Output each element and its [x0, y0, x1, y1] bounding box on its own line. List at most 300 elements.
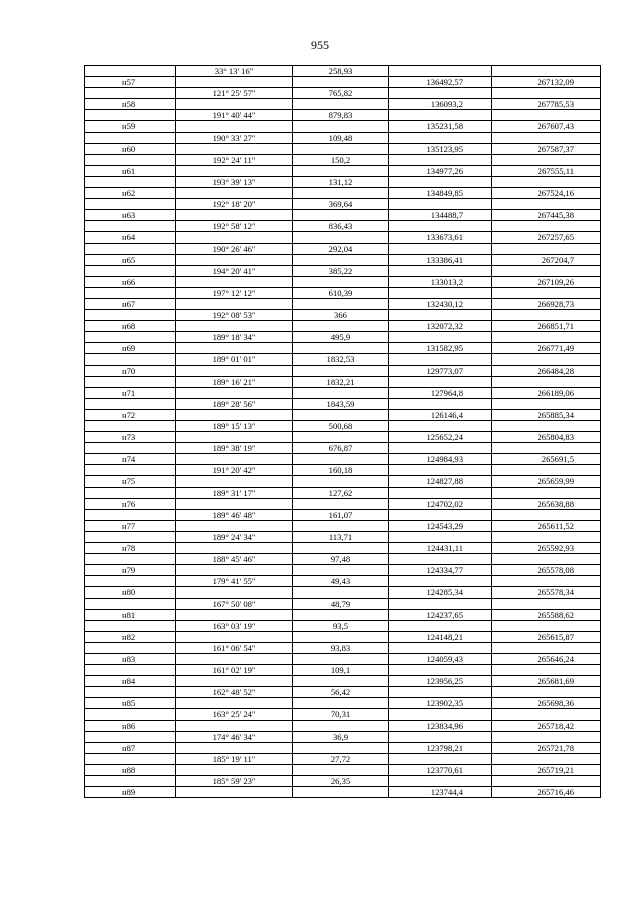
distance-cell: 160,18 — [293, 465, 389, 476]
angle-cell: 189° 01' 01" — [176, 354, 293, 365]
empty-cell — [389, 487, 492, 498]
point-id-cell: н62 — [85, 188, 176, 199]
empty-cell — [293, 498, 389, 509]
point-id-cell: н85 — [85, 698, 176, 709]
empty-cell — [176, 143, 293, 154]
empty-cell — [176, 387, 293, 398]
empty-cell — [293, 454, 389, 465]
distance-cell: 113,71 — [293, 531, 389, 542]
y-coordinate-cell: 266189,06 — [492, 387, 601, 398]
distance-cell: 109,1 — [293, 665, 389, 676]
distance-cell: 610,39 — [293, 287, 389, 298]
distance-cell: 369,64 — [293, 199, 389, 210]
empty-cell — [389, 176, 492, 187]
empty-cell — [389, 753, 492, 764]
empty-cell — [176, 476, 293, 487]
x-coordinate-cell: 134977,26 — [389, 165, 492, 176]
table-row-segment — [85, 287, 601, 298]
x-coordinate-cell: 134488,7 — [389, 210, 492, 221]
point-id-cell: н88 — [85, 764, 176, 775]
angle-cell: 192° 24' 11" — [176, 154, 293, 165]
empty-cell — [293, 387, 389, 398]
y-coordinate-cell: 265718,42 — [492, 720, 601, 731]
empty-cell — [176, 787, 293, 798]
angle-cell: 161° 06' 54" — [176, 642, 293, 653]
table-row-segment — [85, 665, 601, 676]
empty-cell — [389, 243, 492, 254]
y-coordinate-cell: 265646,24 — [492, 653, 601, 664]
table-row-segment — [85, 776, 601, 787]
empty-cell — [389, 88, 492, 99]
table-row-segment — [85, 354, 601, 365]
x-coordinate-cell: 124827,88 — [389, 476, 492, 487]
empty-cell — [293, 298, 389, 309]
empty-cell — [492, 509, 601, 520]
x-coordinate-cell: 124984,93 — [389, 454, 492, 465]
distance-cell: 292,04 — [293, 243, 389, 254]
empty-cell — [492, 110, 601, 121]
distance-cell: 676,87 — [293, 443, 389, 454]
empty-cell — [85, 531, 176, 542]
y-coordinate-cell: 267257,65 — [492, 232, 601, 243]
empty-cell — [293, 587, 389, 598]
empty-cell — [85, 443, 176, 454]
empty-cell — [389, 310, 492, 321]
angle-cell: 121° 25' 57" — [176, 88, 293, 99]
table-row-segment — [85, 310, 601, 321]
empty-cell — [176, 698, 293, 709]
empty-cell — [176, 365, 293, 376]
point-id-cell: н67 — [85, 298, 176, 309]
table-row-segment — [85, 487, 601, 498]
x-coordinate-cell: 123956,25 — [389, 676, 492, 687]
table-row-point — [85, 165, 601, 176]
empty-cell — [389, 776, 492, 787]
empty-cell — [85, 642, 176, 653]
coordinates-table-body — [85, 66, 601, 798]
empty-cell — [176, 454, 293, 465]
empty-cell — [389, 110, 492, 121]
table-row-point — [85, 454, 601, 465]
empty-cell — [293, 698, 389, 709]
point-id-cell: н83 — [85, 653, 176, 664]
empty-cell — [293, 121, 389, 132]
table-row-segment — [85, 443, 601, 454]
table-row-point — [85, 210, 601, 221]
empty-cell — [176, 298, 293, 309]
distance-cell: 836,43 — [293, 221, 389, 232]
table-row-point — [85, 498, 601, 509]
point-id-cell: н72 — [85, 409, 176, 420]
point-id-cell: н65 — [85, 254, 176, 265]
y-coordinate-cell: 267132,09 — [492, 77, 601, 88]
y-coordinate-cell: 265719,21 — [492, 764, 601, 775]
distance-cell: 1843,59 — [293, 398, 389, 409]
point-id-cell: н74 — [85, 454, 176, 465]
empty-cell — [176, 520, 293, 531]
angle-cell: 162° 48' 52" — [176, 687, 293, 698]
angle-cell: 188° 45' 46" — [176, 554, 293, 565]
x-coordinate-cell: 136492,57 — [389, 77, 492, 88]
empty-cell — [293, 321, 389, 332]
angle-cell: 191° 20' 42" — [176, 465, 293, 476]
distance-cell: 26,35 — [293, 776, 389, 787]
empty-cell — [176, 587, 293, 598]
empty-cell — [492, 665, 601, 676]
empty-cell — [293, 276, 389, 287]
point-id-cell: н58 — [85, 99, 176, 110]
empty-cell — [176, 99, 293, 110]
empty-cell — [389, 531, 492, 542]
point-id-cell: н76 — [85, 498, 176, 509]
point-id-cell: н89 — [85, 787, 176, 798]
empty-cell — [389, 598, 492, 609]
empty-cell — [492, 66, 601, 77]
empty-cell — [389, 199, 492, 210]
y-coordinate-cell: 267524,16 — [492, 188, 601, 199]
x-coordinate-cell: 133673,61 — [389, 232, 492, 243]
table-row-point — [85, 742, 601, 753]
x-coordinate-cell: 126146,4 — [389, 409, 492, 420]
table-row-segment — [85, 66, 601, 77]
empty-cell — [389, 421, 492, 432]
x-coordinate-cell: 123834,96 — [389, 720, 492, 731]
point-id-cell: н71 — [85, 387, 176, 398]
angle-cell: 189° 24' 34" — [176, 531, 293, 542]
table-row-point — [85, 476, 601, 487]
distance-cell: 161,07 — [293, 509, 389, 520]
y-coordinate-cell: 267587,37 — [492, 143, 601, 154]
point-id-cell: н79 — [85, 565, 176, 576]
distance-cell: 127,62 — [293, 487, 389, 498]
angle-cell: 163° 03' 19" — [176, 620, 293, 631]
angle-cell: 185° 19' 11" — [176, 753, 293, 764]
point-id-cell: н78 — [85, 543, 176, 554]
empty-cell — [176, 742, 293, 753]
y-coordinate-cell: 267555,11 — [492, 165, 601, 176]
empty-cell — [492, 731, 601, 742]
distance-cell: 27,72 — [293, 753, 389, 764]
point-id-cell: н73 — [85, 432, 176, 443]
empty-cell — [85, 221, 176, 232]
empty-cell — [85, 132, 176, 143]
table-row-segment — [85, 376, 601, 387]
empty-cell — [176, 409, 293, 420]
y-coordinate-cell: 267445,38 — [492, 210, 601, 221]
angle-cell: 179° 41' 55" — [176, 576, 293, 587]
empty-cell — [85, 66, 176, 77]
x-coordinate-cell: 131582,95 — [389, 343, 492, 354]
empty-cell — [85, 487, 176, 498]
angle-cell: 193° 39' 13" — [176, 176, 293, 187]
empty-cell — [293, 232, 389, 243]
distance-cell: 258,93 — [293, 66, 389, 77]
empty-cell — [85, 110, 176, 121]
empty-cell — [176, 165, 293, 176]
empty-cell — [176, 543, 293, 554]
table-row-segment — [85, 110, 601, 121]
angle-cell: 190° 26' 46" — [176, 243, 293, 254]
empty-cell — [492, 687, 601, 698]
table-row-point — [85, 343, 601, 354]
table-row-point — [85, 587, 601, 598]
angle-cell: 189° 46' 48" — [176, 509, 293, 520]
distance-cell: 56,42 — [293, 687, 389, 698]
empty-cell — [492, 354, 601, 365]
x-coordinate-cell: 124431,11 — [389, 543, 492, 554]
table-row-point — [85, 409, 601, 420]
y-coordinate-cell: 267785,53 — [492, 99, 601, 110]
point-id-cell: н68 — [85, 321, 176, 332]
empty-cell — [85, 598, 176, 609]
empty-cell — [492, 421, 601, 432]
distance-cell: 93,5 — [293, 620, 389, 631]
angle-cell: 185° 59' 23" — [176, 776, 293, 787]
y-coordinate-cell: 265804,83 — [492, 432, 601, 443]
y-coordinate-cell: 265611,52 — [492, 520, 601, 531]
empty-cell — [389, 287, 492, 298]
angle-cell: 192° 18' 20" — [176, 199, 293, 210]
empty-cell — [492, 598, 601, 609]
empty-cell — [293, 543, 389, 554]
angle-cell: 197° 12' 12" — [176, 287, 293, 298]
y-coordinate-cell: 267607,43 — [492, 121, 601, 132]
table-row-point — [85, 121, 601, 132]
y-coordinate-cell: 265681,69 — [492, 676, 601, 687]
empty-cell — [389, 443, 492, 454]
x-coordinate-cell: 124148,21 — [389, 631, 492, 642]
table-row-segment — [85, 88, 601, 99]
table-row-segment — [85, 753, 601, 764]
x-coordinate-cell: 124702,02 — [389, 498, 492, 509]
empty-cell — [492, 287, 601, 298]
table-row-point — [85, 787, 601, 798]
empty-cell — [389, 620, 492, 631]
empty-cell — [176, 676, 293, 687]
angle-cell: 189° 15' 13" — [176, 421, 293, 432]
empty-cell — [492, 753, 601, 764]
table-row-segment — [85, 554, 601, 565]
empty-cell — [85, 265, 176, 276]
empty-cell — [389, 132, 492, 143]
distance-cell: 70,31 — [293, 709, 389, 720]
x-coordinate-cell: 124334,77 — [389, 565, 492, 576]
empty-cell — [389, 376, 492, 387]
distance-cell: 500,68 — [293, 421, 389, 432]
point-id-cell: н84 — [85, 676, 176, 687]
table-row-segment — [85, 421, 601, 432]
empty-cell — [85, 243, 176, 254]
empty-cell — [176, 77, 293, 88]
x-coordinate-cell: 124543,29 — [389, 520, 492, 531]
empty-cell — [492, 376, 601, 387]
distance-cell: 48,79 — [293, 598, 389, 609]
empty-cell — [85, 554, 176, 565]
empty-cell — [492, 620, 601, 631]
distance-cell: 385,22 — [293, 265, 389, 276]
x-coordinate-cell: 132072,32 — [389, 321, 492, 332]
empty-cell — [389, 642, 492, 653]
empty-cell — [85, 88, 176, 99]
empty-cell — [176, 188, 293, 199]
table-row-segment — [85, 221, 601, 232]
point-id-cell: н86 — [85, 720, 176, 731]
x-coordinate-cell: 125652,24 — [389, 432, 492, 443]
empty-cell — [492, 443, 601, 454]
empty-cell — [492, 554, 601, 565]
empty-cell — [492, 487, 601, 498]
empty-cell — [85, 687, 176, 698]
empty-cell — [293, 476, 389, 487]
empty-cell — [492, 221, 601, 232]
angle-cell: 191° 40' 44" — [176, 110, 293, 121]
y-coordinate-cell: 265638,88 — [492, 498, 601, 509]
empty-cell — [293, 188, 389, 199]
x-coordinate-cell: 134849,85 — [389, 188, 492, 199]
empty-cell — [492, 88, 601, 99]
empty-cell — [85, 376, 176, 387]
empty-cell — [492, 465, 601, 476]
empty-cell — [293, 565, 389, 576]
point-id-cell: н77 — [85, 520, 176, 531]
empty-cell — [176, 321, 293, 332]
empty-cell — [492, 132, 601, 143]
distance-cell: 879,83 — [293, 110, 389, 121]
table-row-point — [85, 543, 601, 554]
distance-cell: 495,9 — [293, 332, 389, 343]
empty-cell — [293, 520, 389, 531]
empty-cell — [293, 631, 389, 642]
empty-cell — [293, 720, 389, 731]
x-coordinate-cell: 123798,21 — [389, 742, 492, 753]
empty-cell — [389, 66, 492, 77]
angle-cell: 189° 31' 17" — [176, 487, 293, 498]
y-coordinate-cell: 265578,08 — [492, 565, 601, 576]
point-id-cell: н57 — [85, 77, 176, 88]
empty-cell — [85, 332, 176, 343]
table-row-segment — [85, 132, 601, 143]
angle-cell: 174° 46' 34" — [176, 731, 293, 742]
empty-cell — [389, 221, 492, 232]
empty-cell — [389, 554, 492, 565]
empty-cell — [176, 210, 293, 221]
angle-cell: 161° 02' 19" — [176, 665, 293, 676]
x-coordinate-cell: 123902,35 — [389, 698, 492, 709]
table-row-segment — [85, 576, 601, 587]
table-row-segment — [85, 154, 601, 165]
x-coordinate-cell: 135123,95 — [389, 143, 492, 154]
point-id-cell: н60 — [85, 143, 176, 154]
table-row-segment — [85, 531, 601, 542]
x-coordinate-cell: 133013,2 — [389, 276, 492, 287]
table-row-point — [85, 432, 601, 443]
empty-cell — [389, 354, 492, 365]
empty-cell — [85, 731, 176, 742]
table-row-point — [85, 365, 601, 376]
table-row-point — [85, 565, 601, 576]
table-row-point — [85, 653, 601, 664]
empty-cell — [492, 332, 601, 343]
point-id-cell: н59 — [85, 121, 176, 132]
table-row-point — [85, 631, 601, 642]
empty-cell — [85, 465, 176, 476]
empty-cell — [293, 77, 389, 88]
table-row-segment — [85, 243, 601, 254]
empty-cell — [176, 609, 293, 620]
y-coordinate-cell: 266484,28 — [492, 365, 601, 376]
empty-cell — [176, 432, 293, 443]
empty-cell — [389, 731, 492, 742]
angle-cell: 163° 25' 24" — [176, 709, 293, 720]
empty-cell — [293, 764, 389, 775]
empty-cell — [85, 421, 176, 432]
table-row-point — [85, 77, 601, 88]
table-row-point — [85, 520, 601, 531]
empty-cell — [293, 409, 389, 420]
empty-cell — [293, 609, 389, 620]
distance-cell: 36,9 — [293, 731, 389, 742]
y-coordinate-cell: 267204,7 — [492, 254, 601, 265]
table-row-segment — [85, 642, 601, 653]
point-id-cell: н81 — [85, 609, 176, 620]
empty-cell — [85, 354, 176, 365]
empty-cell — [492, 776, 601, 787]
y-coordinate-cell: 265578,34 — [492, 587, 601, 598]
table-row-point — [85, 676, 601, 687]
empty-cell — [492, 709, 601, 720]
angle-cell: 190° 33' 27" — [176, 132, 293, 143]
angle-cell: 189° 16' 21" — [176, 376, 293, 387]
empty-cell — [176, 720, 293, 731]
angle-cell: 167° 50' 08" — [176, 598, 293, 609]
empty-cell — [492, 642, 601, 653]
table-row-segment — [85, 598, 601, 609]
table-row-point — [85, 298, 601, 309]
point-id-cell: н63 — [85, 210, 176, 221]
empty-cell — [389, 509, 492, 520]
empty-cell — [176, 631, 293, 642]
empty-cell — [293, 165, 389, 176]
angle-cell: 189° 38' 19" — [176, 443, 293, 454]
empty-cell — [176, 232, 293, 243]
distance-cell: 93,83 — [293, 642, 389, 653]
y-coordinate-cell: 266851,71 — [492, 321, 601, 332]
y-coordinate-cell: 265721,78 — [492, 742, 601, 753]
coordinates-table — [84, 65, 601, 798]
table-row-point — [85, 143, 601, 154]
empty-cell — [293, 653, 389, 664]
empty-cell — [389, 398, 492, 409]
empty-cell — [492, 199, 601, 210]
angle-cell: 192° 58' 12" — [176, 221, 293, 232]
point-id-cell: н69 — [85, 343, 176, 354]
empty-cell — [389, 465, 492, 476]
y-coordinate-cell: 265885,34 — [492, 409, 601, 420]
empty-cell — [389, 265, 492, 276]
table-row-segment — [85, 332, 601, 343]
table-row-point — [85, 387, 601, 398]
empty-cell — [389, 665, 492, 676]
empty-cell — [85, 287, 176, 298]
x-coordinate-cell: 132430,12 — [389, 298, 492, 309]
x-coordinate-cell: 123744,4 — [389, 787, 492, 798]
table-row-segment — [85, 176, 601, 187]
empty-cell — [176, 498, 293, 509]
empty-cell — [293, 676, 389, 687]
table-row-point — [85, 720, 601, 731]
point-id-cell: н64 — [85, 232, 176, 243]
table-row-point — [85, 321, 601, 332]
